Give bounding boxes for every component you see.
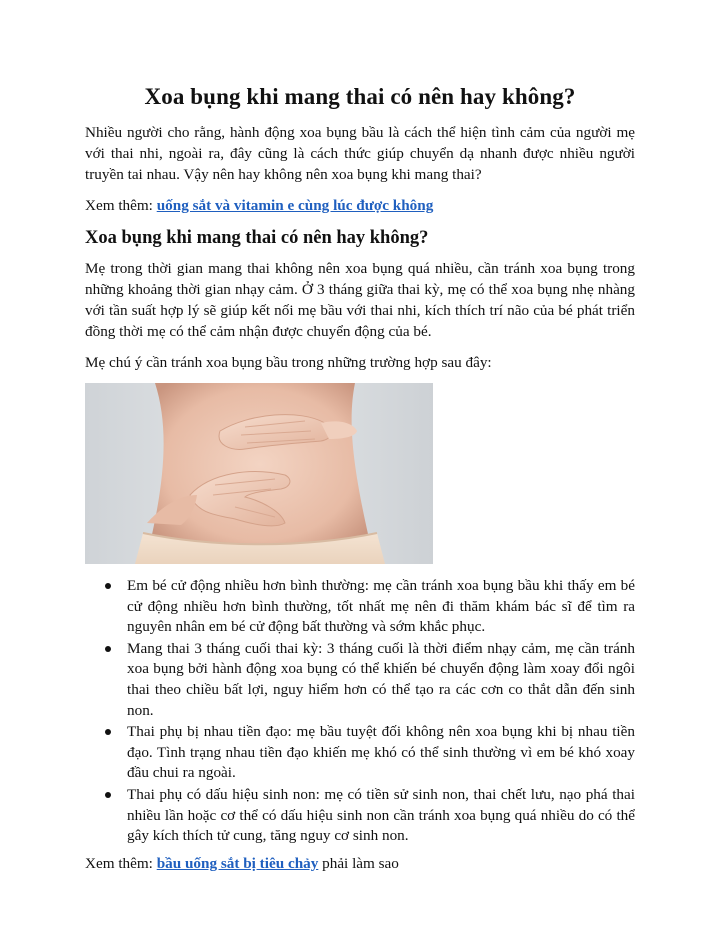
list-item: Mang thai 3 tháng cuối thai kỳ: 3 tháng cuối là thời điểm nhạy cảm, mẹ cần tránh xoa bụng bởi hành động xoa bụng có thể khiến bé chuyển động làm xoay đổi ngôi thai theo chiều bất lợi, nguy hiểm hơn có thể tạo ra các cơn co thắt dẫn đến sinh non. (127, 639, 635, 721)
bullet-list (85, 576, 635, 847)
paragraph-1: Mẹ trong thời gian mang thai không nên xoa bụng quá nhiều, cần tránh xoa bụng trong những khoảng thời gian nhạy cảm. Ở 3 tháng giữa thai kỳ, mẹ có thể xoa bụng nhẹ nhàng với tần suất hợp lý sẽ giúp kết nối mẹ bầu với thai nhi, kích thích trí não của bé phát triển đồng thời mẹ có thể cảm nhận được chuyển động của bé. (85, 260, 635, 340)
section-heading: Xoa bụng khi mang thai có nên hay không? (85, 228, 429, 248)
list-item: Thai phụ có dấu hiệu sinh non: mẹ có tiền sử sinh non, thai chết lưu, nạo phá thai nhiều lần hoặc cơ thể có dấu hiệu sinh non cần tránh xoa bụng quá nhiều do có thể gây kích thích tử cung, tăng nguy cơ sinh non. (127, 785, 635, 847)
see-also-2-suffix: phải làm sao (318, 854, 399, 872)
see-also-2 (85, 853, 635, 874)
see-also-2-prefix: Xem thêm: (85, 854, 157, 872)
paragraph-2: Mẹ chú ý cần tránh xoa bụng bầu trong những trường hợp sau đây: (85, 354, 492, 371)
list-item: Em bé cử động nhiều hơn bình thường: mẹ cần tránh xoa bụng bầu khi thấy em bé cử động nhiều hơn bình thường, tốt nhất mẹ nên đi thăm khám bác sĩ để tìm ra nguyên nhân em bé cử động bất thường và sớm khắc phục. (127, 576, 635, 638)
belly-hands-photo (85, 383, 433, 564)
see-also-1-link[interactable]: uống sắt và vitamin e cùng lúc được không (156, 197, 434, 214)
see-also-2-link[interactable]: bầu uống sắt bị tiêu chảy (156, 854, 319, 872)
intro-paragraph: Nhiều người cho rằng, hành động xoa bụng bầu là cách thể hiện tình cảm của người mẹ với thai nhi, ngoài ra, đây cũng là cách thức giúp chuyển dạ nhanh được nhiều người truyền tai nhau. Vậy nên hay không nên xoa bụng khi mang thai? (85, 124, 635, 183)
document-page (85, 82, 635, 884)
see-also-1 (85, 195, 635, 216)
page-title: Xoa bụng khi mang thai có nên hay không? (144, 84, 576, 109)
see-also-1-prefix: Xem thêm: (85, 197, 157, 214)
list-item: Thai phụ bị nhau tiền đạo: mẹ bầu tuyệt đối không nên xoa bụng khi bị nhau tiền đạo. Tình trạng nhau tiền đạo khiến mẹ khó có thể sinh thường vì em bé khó xoay đầu chui ra ngoài. (127, 722, 635, 784)
